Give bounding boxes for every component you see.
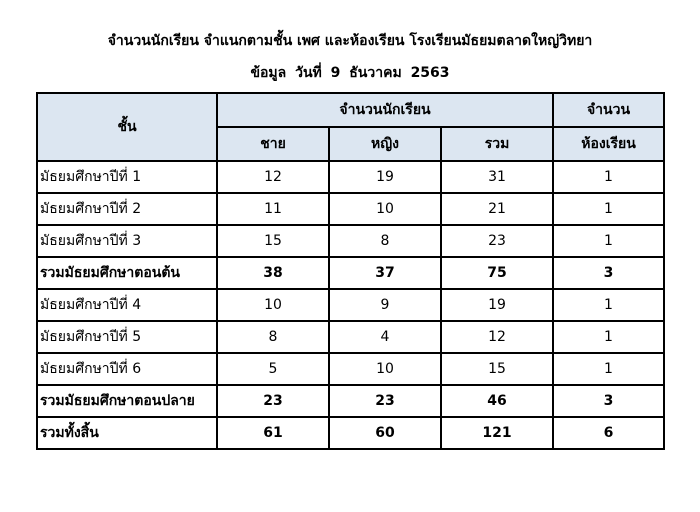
row-total: 21 — [441, 193, 553, 225]
row-total: 12 — [441, 321, 553, 353]
row-female: 60 — [329, 417, 441, 449]
row-rooms: 1 — [553, 193, 664, 225]
document-date: ข้อมูล วันที่ 9 ธันวาคม 2563 — [250, 65, 450, 81]
row-grade: มัธยมศึกษาปีที่ 6 — [37, 353, 217, 385]
row-male: 15 — [217, 225, 329, 257]
header-total: รวม — [441, 127, 553, 161]
student-count-table — [36, 92, 665, 450]
table-row — [37, 193, 664, 225]
row-grade: รวมมัธยมศึกษาตอนต้น — [37, 257, 217, 289]
row-male: 5 — [217, 353, 329, 385]
row-female: 10 — [329, 193, 441, 225]
row-female: 4 — [329, 321, 441, 353]
table-row — [37, 289, 664, 321]
row-total: 75 — [441, 257, 553, 289]
row-total: 23 — [441, 225, 553, 257]
row-grade: มัธยมศึกษาปีที่ 1 — [37, 161, 217, 193]
row-total: 19 — [441, 289, 553, 321]
row-female: 37 — [329, 257, 441, 289]
row-male: 38 — [217, 257, 329, 289]
row-total: 15 — [441, 353, 553, 385]
row-female: 23 — [329, 385, 441, 417]
row-male: 10 — [217, 289, 329, 321]
row-male: 23 — [217, 385, 329, 417]
row-grade: มัธยมศึกษาปีที่ 3 — [37, 225, 217, 257]
row-rooms: 1 — [553, 225, 664, 257]
row-grade: มัธยมศึกษาปีที่ 2 — [37, 193, 217, 225]
header-grade: ชั้น — [37, 93, 217, 161]
grand-total-row — [37, 417, 664, 449]
table-row — [37, 225, 664, 257]
row-male: 61 — [217, 417, 329, 449]
row-total: 31 — [441, 161, 553, 193]
row-rooms: 1 — [553, 321, 664, 353]
subtotal-row-upper-secondary — [37, 385, 664, 417]
row-grade: มัธยมศึกษาปีที่ 5 — [37, 321, 217, 353]
row-female: 8 — [329, 225, 441, 257]
row-male: 11 — [217, 193, 329, 225]
header-rooms-line1: จำนวน — [553, 93, 664, 127]
document-title: จำนวนนักเรียน จำแนกตามชั้น เพศ และห้องเรียน โรงเรียนมัธยมตลาดใหญ่วิทยา — [107, 33, 593, 49]
table-row — [37, 161, 664, 193]
header-students-group: จำนวนนักเรียน — [217, 93, 553, 127]
header-female: หญิง — [329, 127, 441, 161]
row-grade: รวมทั้งสิ้น — [37, 417, 217, 449]
row-female: 19 — [329, 161, 441, 193]
row-rooms: 1 — [553, 289, 664, 321]
row-female: 9 — [329, 289, 441, 321]
header-male: ชาย — [217, 127, 329, 161]
row-male: 8 — [217, 321, 329, 353]
subtotal-row-lower-secondary — [37, 257, 664, 289]
row-total: 46 — [441, 385, 553, 417]
row-rooms: 3 — [553, 385, 664, 417]
row-grade: รวมมัธยมศึกษาตอนปลาย — [37, 385, 217, 417]
row-rooms: 6 — [553, 417, 664, 449]
table-row — [37, 321, 664, 353]
row-rooms: 1 — [553, 161, 664, 193]
table-row — [37, 353, 664, 385]
header-rooms-line2: ห้องเรียน — [553, 127, 664, 161]
row-total: 121 — [441, 417, 553, 449]
row-rooms: 1 — [553, 353, 664, 385]
row-female: 10 — [329, 353, 441, 385]
row-male: 12 — [217, 161, 329, 193]
row-rooms: 3 — [553, 257, 664, 289]
row-grade: มัธยมศึกษาปีที่ 4 — [37, 289, 217, 321]
